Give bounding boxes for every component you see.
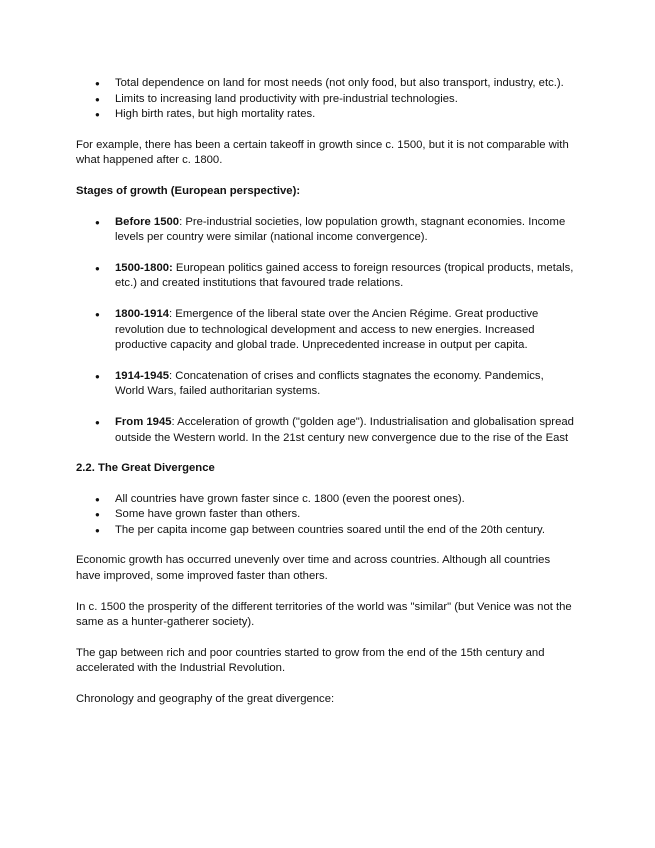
list-item: ● Limits to increasing land productivity with pre-industrial technologies. xyxy=(76,92,576,108)
stage-term: 1800-1914 xyxy=(115,307,170,320)
paragraph-1500: In c. 1500 the prosperity of the different territories of the world was "similar" (but Venice was not the same as a hunter-gatherer society). xyxy=(76,600,572,629)
stage-term: Before 1500 xyxy=(115,215,180,228)
stage-item xyxy=(76,369,576,400)
section-heading: 2.2. The Great Divergence xyxy=(76,462,215,475)
stage-text: : Emergence of the liberal state over the Ancien Régime. Great productive revolution due to technological development and access to new energies. Increased productive capacity and global trade. Unprecedented increase in output per capita. xyxy=(115,307,539,352)
stage-term: 1500-1800: xyxy=(115,261,173,274)
list-item: ● Some have grown faster than others. xyxy=(76,507,576,523)
stage-item xyxy=(76,415,576,446)
stage-item xyxy=(76,215,576,246)
stages-heading: Stages of growth (European perspective): xyxy=(76,184,301,197)
paragraph-uneven-growth: Economic growth has occurred unevenly over time and across countries. Although all countries have improved, some improved faster than others. xyxy=(76,554,551,583)
intro-bullet-list xyxy=(76,76,576,123)
stage-text: European politics gained access to foreign resources (tropical products, metals, etc.) and created institutions that favoured trade relations. xyxy=(115,261,574,290)
stage-text: : Pre-industrial societies, low population growth, stagnant economies. Income levels per country were similar (national income convergence). xyxy=(115,215,566,244)
list-item: ● High birth rates, but high mortality rates. xyxy=(76,107,576,123)
paragraph-gap: The gap between rich and poor countries started to grow from the end of the 15th century and accelerated with the Industrial Revolution. xyxy=(76,646,545,675)
paragraph-chronology: Chronology and geography of the great divergence: xyxy=(76,693,335,706)
stages-list xyxy=(76,215,576,447)
stage-item xyxy=(76,307,576,354)
stage-term: From 1945 xyxy=(115,415,172,428)
stage-item xyxy=(76,261,576,292)
list-item: ● All countries have grown faster since c. 1800 (even the poorest ones). xyxy=(76,492,576,508)
paragraph-example: For example, there has been a certain takeoff in growth since c. 1500, but it is not comparable with what happened after c. 1800. xyxy=(76,138,569,167)
document-page xyxy=(76,76,576,708)
stage-text: : Acceleration of growth ("golden age"). Industrialisation and globalisation spread outside the Western world. In the 21st century new convergence due to the rise of the East xyxy=(115,415,574,444)
stage-text: : Concatenation of crises and conflicts stagnates the economy. Pandemics, World Wars, failed authoritarian systems. xyxy=(115,369,544,398)
stage-term: 1914-1945 xyxy=(115,369,170,382)
list-item: ● Total dependence on land for most needs (not only food, but also transport, industry, etc.). xyxy=(76,76,576,92)
list-item: ● The per capita income gap between countries soared until the end of the 20th century. xyxy=(76,523,576,539)
divergence-bullet-list xyxy=(76,492,576,539)
